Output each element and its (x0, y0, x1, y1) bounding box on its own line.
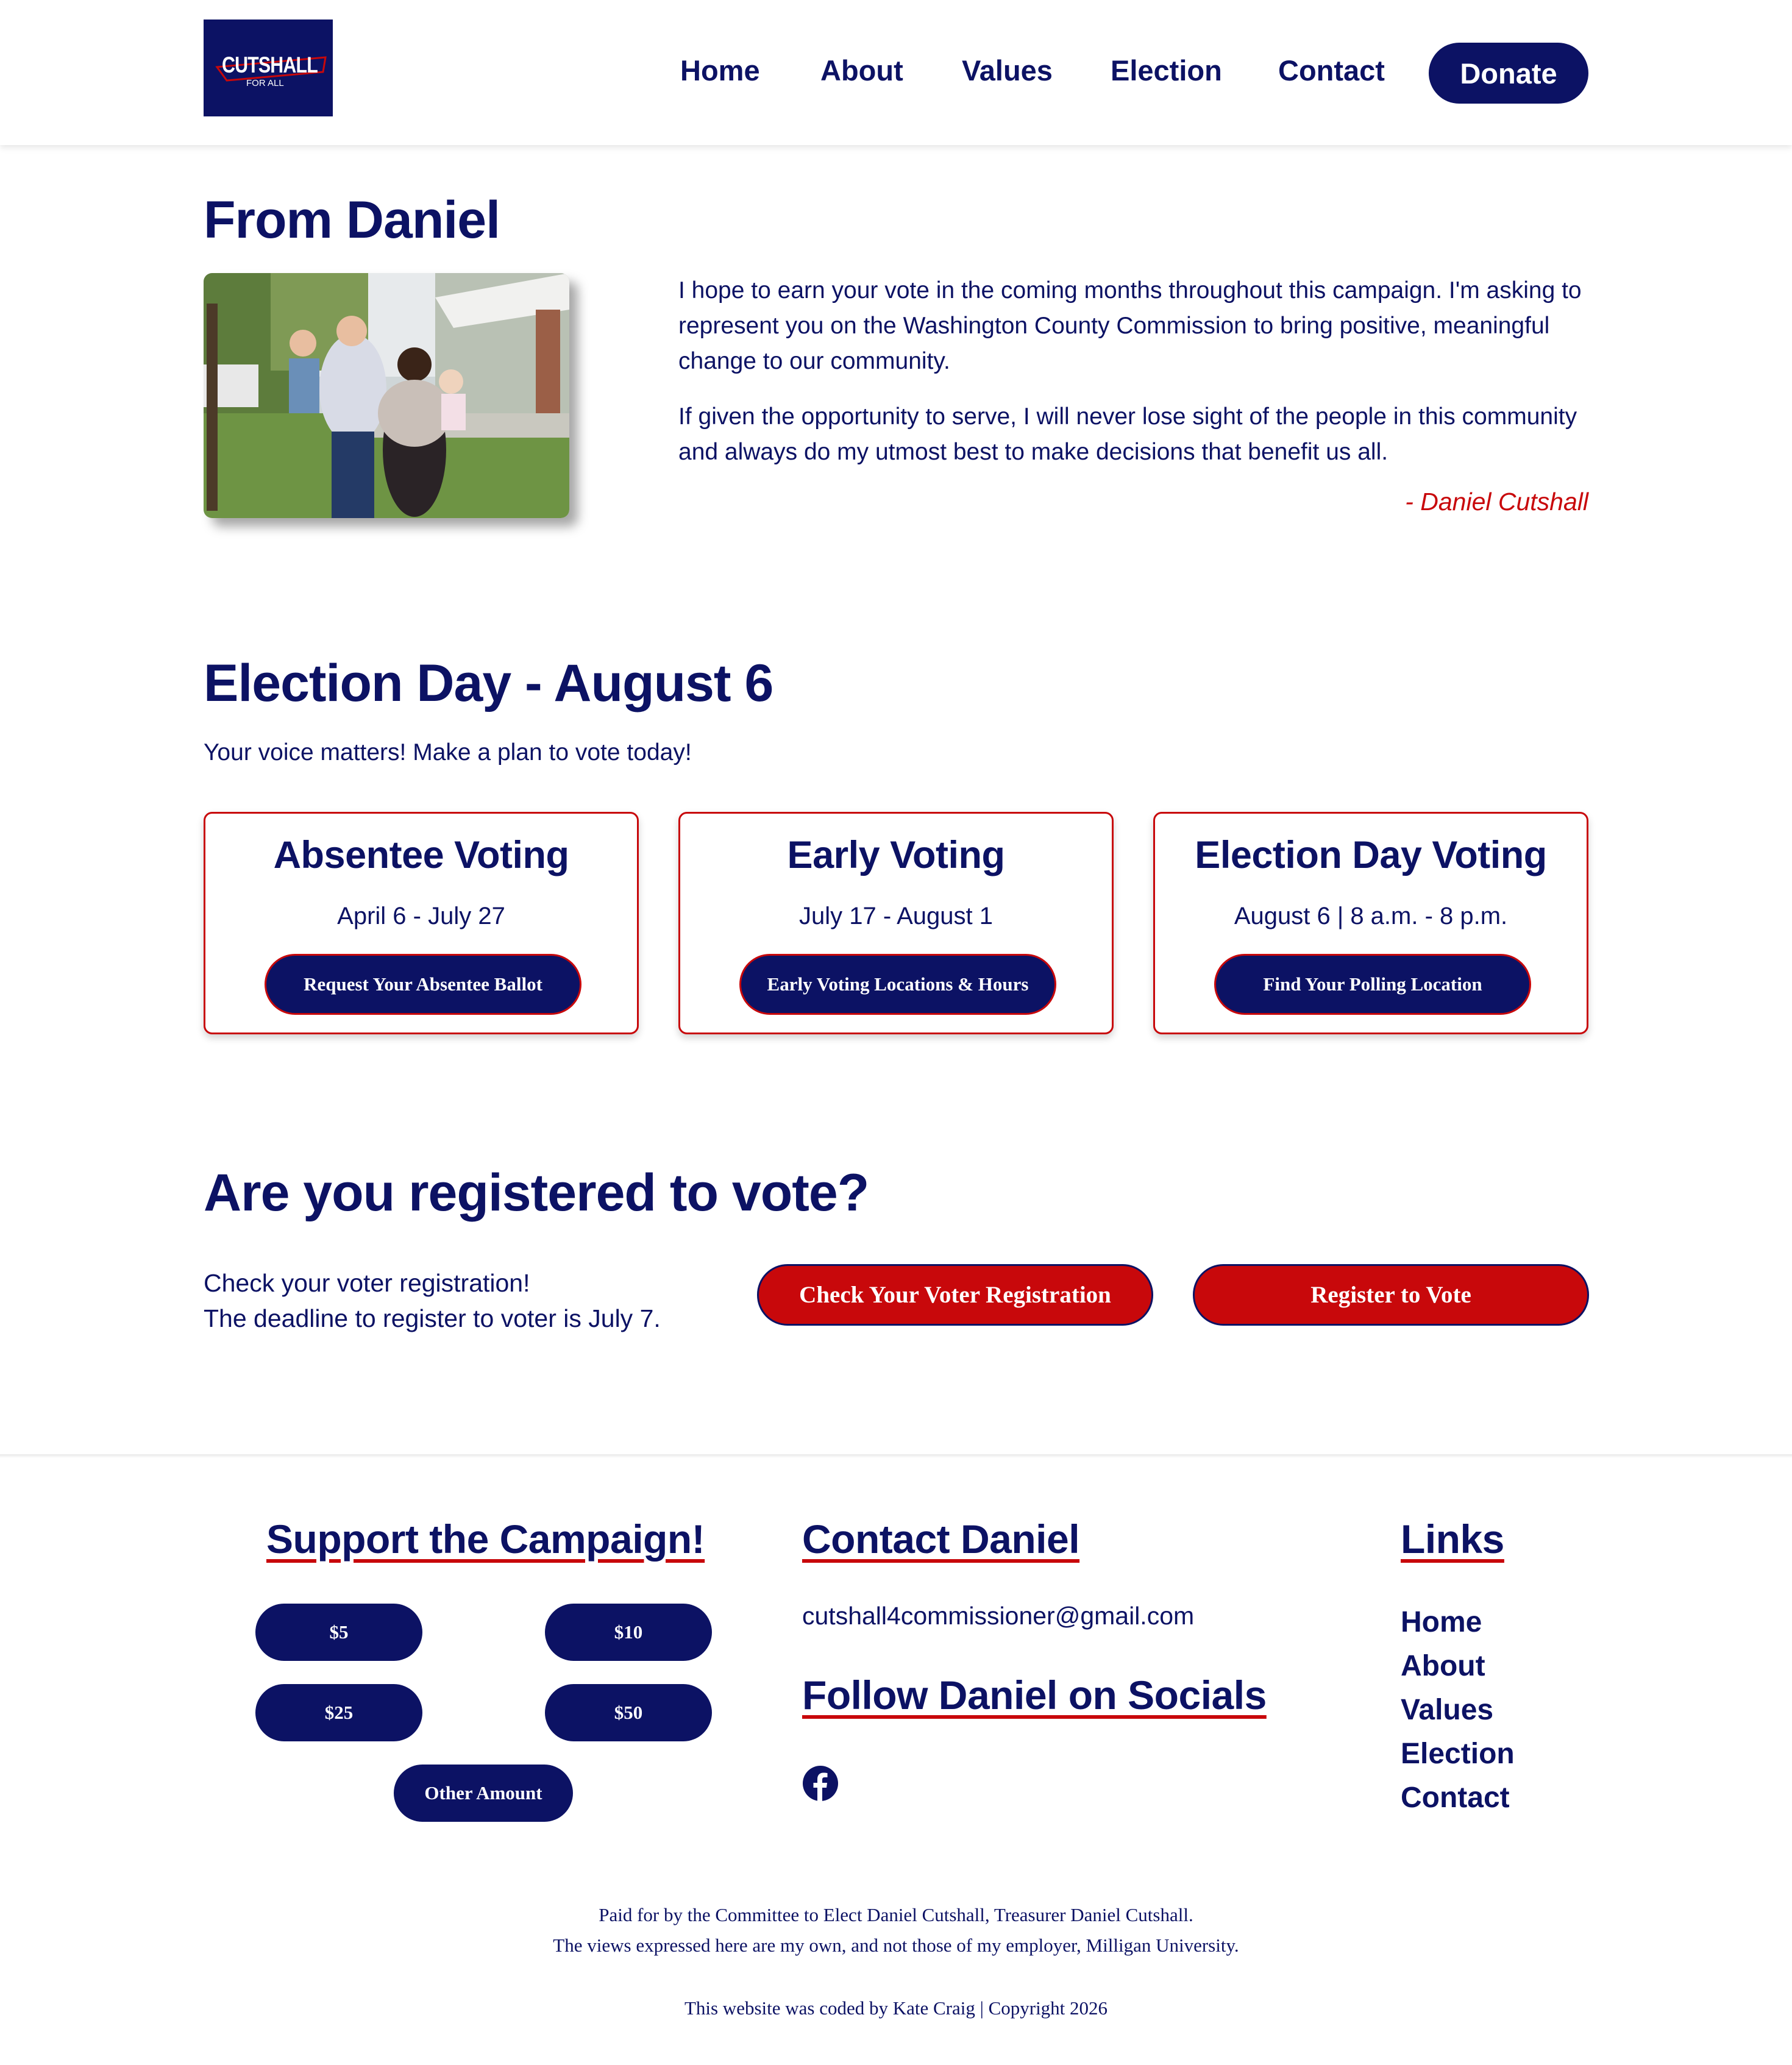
contact-email-link[interactable]: cutshall4commissioner@gmail.com (802, 1602, 1195, 1630)
family-photo (204, 273, 569, 518)
nav-home[interactable]: Home (680, 54, 760, 87)
early-voting-card (678, 812, 1114, 1034)
card-date: July 17 - August 1 (799, 903, 993, 929)
registration-text (204, 1265, 661, 1336)
find-polling-location-button[interactable]: Find Your Polling Location (1214, 954, 1531, 1015)
absentee-voting-card (204, 812, 639, 1034)
card-date: April 6 - July 27 (337, 903, 505, 929)
paid-for-disclaimer: Paid for by the Committee to Elect Daniel Cutshall, Treasurer Daniel Cutshall. (599, 1904, 1193, 1925)
contact-daniel-heading: Contact Daniel (802, 1516, 1080, 1562)
early-voting-locations-button[interactable]: Early Voting Locations & Hours (739, 954, 1056, 1015)
nav-election[interactable]: Election (1111, 54, 1222, 87)
donate-other-amount-button[interactable]: Other Amount (394, 1765, 573, 1822)
logo-subtext: FOR ALL (246, 78, 284, 88)
links-heading: Links (1401, 1516, 1504, 1562)
donate-50-button[interactable]: $50 (545, 1684, 712, 1741)
site-header (0, 0, 1792, 145)
card-title: Election Day Voting (1195, 834, 1547, 876)
support-campaign-heading: Support the Campaign! (266, 1516, 705, 1562)
logo-text: CUTSHALL (222, 52, 318, 77)
donate-button[interactable]: Donate (1429, 43, 1588, 104)
nav-values[interactable]: Values (962, 54, 1053, 87)
site-credit: This website was coded by Kate Craig | Copyright 2026 (684, 1997, 1108, 2019)
family-photo-illustration (204, 273, 569, 518)
donate-5-button[interactable]: $5 (255, 1604, 422, 1661)
card-title: Early Voting (787, 834, 1005, 876)
quote-paragraph-2: If given the opportunity to serve, I will never lose sight of the people in this community and always do my utmost best to make decisions that benefit us all. (678, 403, 1577, 465)
nav-contact[interactable]: Contact (1278, 54, 1385, 87)
card-title: Absentee Voting (273, 834, 569, 876)
card-date: August 6 | 8 a.m. - 8 p.m. (1234, 903, 1508, 929)
registration-line-1: Check your voter registration! (204, 1269, 530, 1297)
footer-link-about[interactable]: About (1401, 1650, 1485, 1682)
election-subtitle: Your voice matters! Make a plan to vote today! (204, 739, 692, 766)
registration-line-2: The deadline to register to voter is July 7. (204, 1304, 661, 1332)
facebook-glyph (802, 1765, 839, 1802)
donate-10-button[interactable]: $10 (545, 1604, 712, 1661)
footer-link-election[interactable]: Election (1401, 1738, 1515, 1770)
donate-25-button[interactable]: $25 (255, 1684, 422, 1741)
signature: - Daniel Cutshall (1405, 488, 1588, 516)
quote-paragraph-1: I hope to earn your vote in the coming months throughout this campaign. I'm asking to represent you on the Washington County Commission to bring positive, meaningful change to our community. (678, 277, 1582, 374)
request-absentee-ballot-button[interactable]: Request Your Absentee Ballot (265, 954, 581, 1015)
registered-heading: Are you registered to vote? (204, 1164, 869, 1222)
follow-socials-heading: Follow Daniel on Socials (802, 1672, 1267, 1718)
views-disclaimer: The views expressed here are my own, and not those of my employer, Milligan University. (553, 1935, 1239, 1956)
election-day-voting-card (1153, 812, 1588, 1034)
from-daniel-heading: From Daniel (204, 191, 500, 249)
facebook-icon[interactable] (802, 1765, 839, 1802)
footer-link-contact[interactable]: Contact (1401, 1782, 1510, 1814)
nav-about[interactable]: About (820, 54, 903, 87)
election-day-heading: Election Day - August 6 (204, 654, 773, 713)
register-to-vote-button[interactable]: Register to Vote (1193, 1264, 1589, 1326)
site-logo[interactable] (204, 20, 333, 116)
footer-divider (0, 1454, 1792, 1458)
footer-link-home[interactable]: Home (1401, 1606, 1482, 1638)
check-voter-registration-button[interactable]: Check Your Voter Registration (757, 1264, 1153, 1326)
footer-link-values[interactable]: Values (1401, 1694, 1494, 1726)
